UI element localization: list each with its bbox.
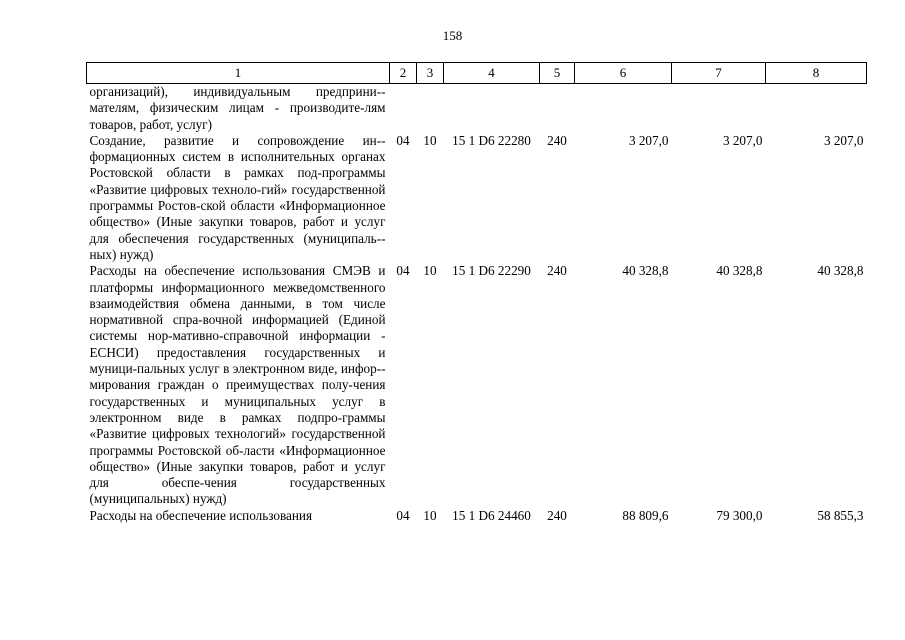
row-section-code: 04 bbox=[396, 132, 410, 148]
row-target-article: 15 1 D6 22290 bbox=[452, 263, 531, 279]
column-header-3: 3 bbox=[417, 63, 444, 84]
row-description: Создание, развитие и сопровождение ин-формационных систем в исполнительных органах Ростовской области в рамках под-программы «Развитие цифровых техноло-гий» государственной программы Ростов-ской области «Информационное общество» (Иные закупки товаров, работ и услуг для обеспечения государственных (муниципаль-ных) нужд) bbox=[89, 132, 386, 262]
row-amount-col8 bbox=[766, 84, 867, 133]
row-amount-col8: 58 855,3 bbox=[817, 507, 864, 523]
column-header-8: 8 bbox=[766, 63, 867, 84]
column-header-5: 5 bbox=[540, 63, 575, 84]
row-amount-col6: 40 328,8 bbox=[622, 263, 669, 279]
row-subsection-code: 10 bbox=[423, 263, 437, 279]
row-subsection-code: 10 bbox=[423, 132, 437, 148]
row-amount-col6: 88 809,6 bbox=[622, 507, 669, 523]
row-amount-col6: 3 207,0 bbox=[628, 132, 669, 148]
row-subsection-code: 10 bbox=[423, 507, 437, 523]
row-amount-col7: 79 300,0 bbox=[716, 507, 763, 523]
row-amount-col8: 3 207,0 bbox=[823, 132, 864, 148]
row-description: Расходы на обеспечение использования bbox=[89, 507, 313, 523]
budget-table bbox=[86, 62, 867, 524]
row-target-article: 15 1 D6 22280 bbox=[452, 132, 531, 148]
row-amount-col7 bbox=[672, 84, 766, 133]
column-header-6: 6 bbox=[575, 63, 672, 84]
table-row bbox=[87, 133, 867, 263]
column-header-7: 7 bbox=[672, 63, 766, 84]
page-number: 158 bbox=[442, 28, 463, 43]
row-subsection-code bbox=[417, 84, 444, 133]
row-expense-type: 240 bbox=[547, 507, 567, 523]
row-description: Расходы на обеспечение использования СМЭВ и платформы информационного межведомственного взаимодействия обмена данными, в том числе нормативной спра-вочной информацией (Единой системы нор-мативно-справочной информации - ЕСНСИ) предоставления государственных и муници-пальных услуг в электронном виде, инфор-мирования граждан о преимуществах полу-чения государственных и муниципальных услуг в электронном виде в рамках подпро-граммы «Развитие цифровых технологий» государственной программы Ростовской об-ласти «Информационное общество» (Иные закупки товаров, работ и услуг для обеспе-чения государственных (муниципальных) нужд) bbox=[89, 263, 386, 507]
table-row bbox=[87, 508, 867, 524]
column-header-2: 2 bbox=[390, 63, 417, 84]
row-amount-col7: 40 328,8 bbox=[716, 263, 763, 279]
row-expense-type: 240 bbox=[547, 132, 567, 148]
column-header-4: 4 bbox=[444, 63, 540, 84]
table-row bbox=[87, 263, 867, 507]
row-amount-col8: 40 328,8 bbox=[817, 263, 864, 279]
row-amount-col7: 3 207,0 bbox=[722, 132, 763, 148]
row-expense-type bbox=[540, 84, 575, 133]
row-target-article bbox=[444, 84, 540, 133]
row-section-code: 04 bbox=[396, 507, 410, 523]
row-target-article: 15 1 D6 24460 bbox=[452, 507, 531, 523]
table-row bbox=[87, 84, 867, 133]
row-expense-type: 240 bbox=[547, 263, 567, 279]
table-header-row bbox=[87, 63, 867, 84]
row-amount-col6 bbox=[575, 84, 672, 133]
column-header-1: 1 bbox=[87, 63, 390, 84]
row-section-code bbox=[390, 84, 417, 133]
row-section-code: 04 bbox=[396, 263, 410, 279]
row-description: организаций), индивидуальным предприни-мателям, физическим лицам - производите-лям товаров, работ, услуг) bbox=[89, 84, 386, 132]
